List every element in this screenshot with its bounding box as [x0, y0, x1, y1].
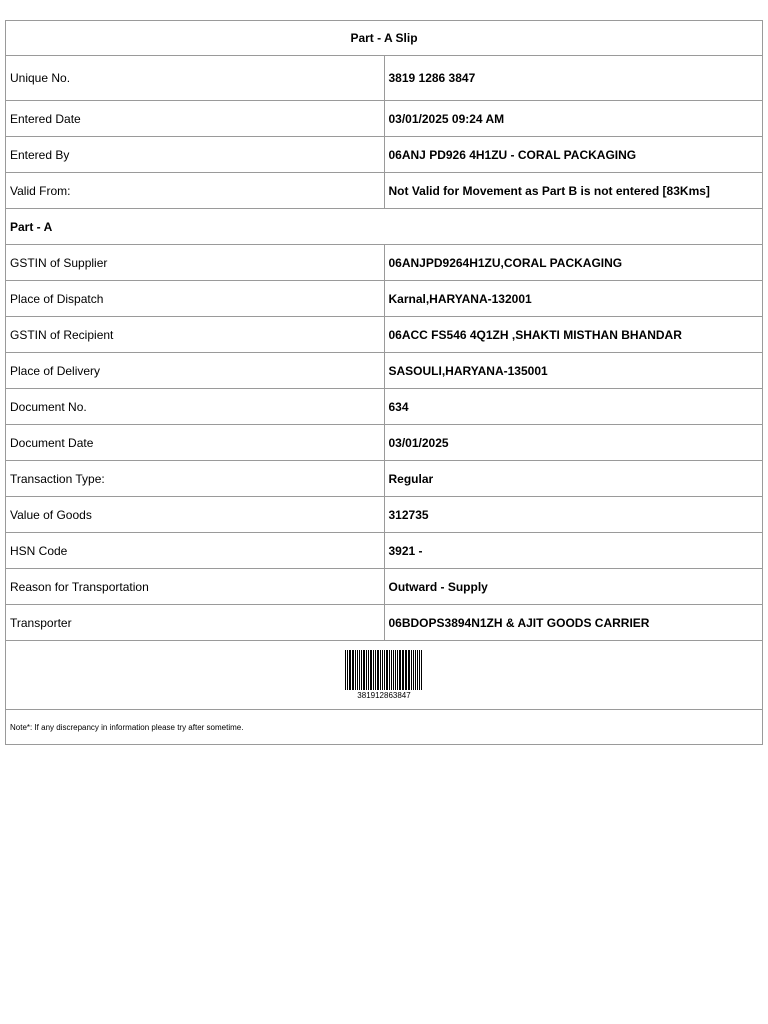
field-value: SASOULI,HARYANA-135001 [384, 353, 763, 389]
part-a-row [6, 389, 763, 425]
field-label: Value of Goods [6, 497, 385, 533]
barcode-bar [402, 650, 404, 690]
part-a-slip-table [5, 20, 763, 745]
barcode-bar [384, 650, 385, 690]
field-label: Reason for Transportation [6, 569, 385, 605]
header-row [6, 137, 763, 173]
part-a-row [6, 425, 763, 461]
field-value: 06BDOPS3894N1ZH & AJIT GOODS CARRIER [384, 605, 763, 641]
barcode-bar [419, 650, 420, 690]
field-value: 634 [384, 389, 763, 425]
barcode-bar [377, 650, 379, 690]
part-a-row [6, 245, 763, 281]
field-value: 06ANJ PD926 4H1ZU - CORAL PACKAGING [384, 137, 763, 173]
field-value: Karnal,HARYANA-132001 [384, 281, 763, 317]
barcode-bar [352, 650, 354, 690]
field-label: HSN Code [6, 533, 385, 569]
barcode-bar [357, 650, 358, 690]
barcode-bar [411, 650, 412, 690]
field-value: 06ANJPD9264H1ZU,CORAL PACKAGING [384, 245, 763, 281]
unique-no-value: 3819 1286 3847 [384, 56, 763, 101]
field-label: Place of Delivery [6, 353, 385, 389]
field-label: GSTIN of Supplier [6, 245, 385, 281]
title-row [6, 21, 763, 56]
barcode-bar [415, 650, 416, 690]
part-a-row [6, 497, 763, 533]
field-label: Transporter [6, 605, 385, 641]
field-label: GSTIN of Recipient [6, 317, 385, 353]
barcode-bar [363, 650, 365, 690]
header-row [6, 173, 763, 209]
part-a-row [6, 605, 763, 641]
field-label: Document Date [6, 425, 385, 461]
barcode-bar [355, 650, 356, 690]
barcode-bar [413, 650, 414, 690]
barcode-bar [373, 650, 374, 690]
field-value: Not Valid for Movement as Part B is not entered [83Kms] [384, 173, 763, 209]
part-a-row [6, 533, 763, 569]
field-value: Outward - Supply [384, 569, 763, 605]
barcode-bar [375, 650, 376, 690]
field-label: Place of Dispatch [6, 281, 385, 317]
part-a-row [6, 461, 763, 497]
barcode-bar [386, 650, 388, 690]
barcode-bar [380, 650, 381, 690]
barcode-bar [349, 650, 351, 690]
section-row [6, 209, 763, 245]
barcode-bars [344, 650, 424, 690]
barcode-bar [345, 650, 346, 690]
note-row [6, 710, 763, 745]
field-value: 03/01/2025 [384, 425, 763, 461]
unique-no-label: Unique No. [6, 56, 385, 101]
header-row [6, 101, 763, 137]
barcode-bar [408, 650, 410, 690]
barcode-bar [421, 650, 422, 690]
part-a-row [6, 569, 763, 605]
field-value: 03/01/2025 09:24 AM [384, 101, 763, 137]
field-value: 06ACC FS546 4Q1ZH ,SHAKTI MISTHAN BHANDAR [384, 317, 763, 353]
barcode-bar [405, 650, 407, 690]
barcode-bar [382, 650, 383, 690]
barcode-bar [417, 650, 418, 690]
section-heading-part-a: Part - A [6, 209, 763, 245]
barcode-cell [6, 641, 763, 710]
barcode-bar [395, 650, 396, 690]
field-value: 312735 [384, 497, 763, 533]
barcode-bar [347, 650, 348, 690]
barcode [344, 650, 424, 700]
field-label: Document No. [6, 389, 385, 425]
barcode-row [6, 641, 763, 710]
unique-no-row [6, 56, 763, 101]
field-label: Entered By [6, 137, 385, 173]
barcode-bar [361, 650, 362, 690]
barcode-number: 381912863847 [357, 690, 411, 700]
part-a-row [6, 353, 763, 389]
barcode-bar [397, 650, 398, 690]
field-value: Regular [384, 461, 763, 497]
field-label: Valid From: [6, 173, 385, 209]
field-label: Entered Date [6, 101, 385, 137]
barcode-bar [391, 650, 392, 690]
barcode-bar [368, 650, 369, 690]
barcode-bar [359, 650, 360, 690]
note-text: Note*: If any discrepancy in information please try after sometime. [6, 710, 763, 745]
field-value: 3921 - [384, 533, 763, 569]
part-a-row [6, 317, 763, 353]
barcode-bar [399, 650, 401, 690]
slip-title: Part - A Slip [6, 21, 763, 56]
barcode-bar [393, 650, 394, 690]
part-a-row [6, 281, 763, 317]
barcode-bar [366, 650, 367, 690]
barcode-bar [370, 650, 372, 690]
field-label: Transaction Type: [6, 461, 385, 497]
barcode-bar [389, 650, 390, 690]
